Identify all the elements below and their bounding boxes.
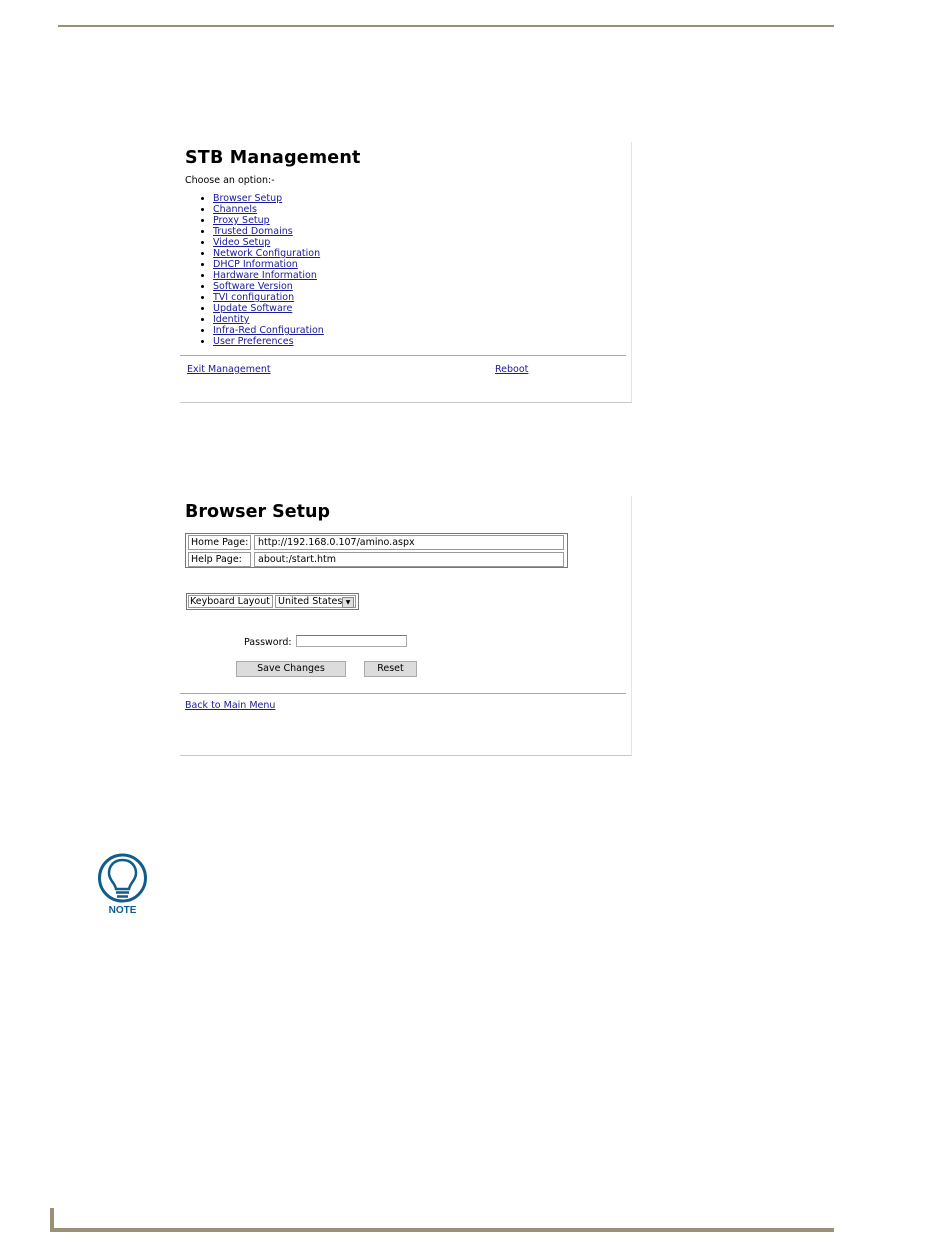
option-dhcp-information-link[interactable]: DHCP Information (213, 259, 298, 270)
list-item (213, 193, 324, 204)
option-tvi-configuration-link[interactable]: TVI configuration (213, 292, 295, 303)
list-item (213, 226, 324, 237)
help-page-field[interactable]: about:/start.htm (254, 552, 564, 567)
table-row (187, 552, 566, 568)
stb-management-title: STB Management (185, 148, 361, 168)
list-item (213, 237, 324, 248)
option-identity-link[interactable]: Identity (213, 314, 250, 325)
table-row (187, 535, 566, 551)
divider (180, 355, 626, 356)
option-user-preferences-link[interactable]: User Preferences (213, 336, 294, 347)
option-hardware-information-link[interactable]: Hardware Information (213, 270, 317, 281)
option-video-setup-link[interactable]: Video Setup (213, 237, 271, 248)
option-proxy-setup-link[interactable]: Proxy Setup (213, 215, 270, 226)
list-item (213, 292, 324, 303)
keyboard-layout-value: United States (278, 596, 343, 607)
list-item (213, 303, 324, 314)
save-changes-button[interactable]: Save Changes (236, 661, 346, 677)
list-item (213, 259, 324, 270)
note-label: NOTE (108, 905, 137, 916)
reboot-link[interactable]: Reboot (495, 364, 529, 375)
reset-button[interactable]: Reset (364, 661, 417, 677)
lightbulb-icon (95, 853, 150, 905)
stb-management-screenshot (180, 142, 632, 403)
divider (180, 693, 626, 694)
option-channels-link[interactable]: Channels (213, 204, 257, 215)
password-input[interactable] (296, 635, 407, 647)
option-trusted-domains-link[interactable]: Trusted Domains (213, 226, 293, 237)
page-bottom-rule (50, 1228, 834, 1232)
help-page-label: Help Page: (188, 552, 251, 567)
list-item (213, 325, 324, 336)
home-page-label: Home Page: (188, 535, 251, 550)
list-item (213, 270, 324, 281)
dropdown-arrow-icon[interactable]: ▼ (342, 597, 354, 608)
list-item (213, 248, 324, 259)
list-item (213, 281, 324, 292)
keyboard-layout-select[interactable] (275, 595, 356, 608)
browser-setup-title: Browser Setup (185, 502, 330, 522)
home-page-field[interactable]: http://192.168.0.107/amino.aspx (254, 535, 564, 550)
back-to-main-menu-link[interactable]: Back to Main Menu (185, 700, 276, 711)
keyboard-layout-label: Keyboard Layout (188, 595, 273, 608)
list-item (213, 314, 324, 325)
page-top-rule (58, 25, 834, 27)
exit-management-link[interactable]: Exit Management (187, 364, 271, 375)
list-item (213, 204, 324, 215)
stb-options-list (197, 193, 324, 347)
list-item (213, 215, 324, 226)
option-network-configuration-link[interactable]: Network Configuration (213, 248, 321, 259)
option-infra-red-configuration-link[interactable]: Infra-Red Configuration (213, 325, 324, 336)
option-update-software-link[interactable]: Update Software (213, 303, 293, 314)
option-software-version-link[interactable]: Software Version (213, 281, 293, 292)
pages-table (185, 533, 568, 568)
keyboard-layout-table (186, 593, 359, 610)
browser-setup-screenshot (180, 496, 632, 756)
option-browser-setup-link[interactable]: Browser Setup (213, 193, 283, 204)
list-item (213, 336, 324, 347)
stb-management-intro: Choose an option:- (185, 175, 275, 186)
note-callout (95, 853, 150, 919)
password-label: Password: (244, 637, 292, 648)
